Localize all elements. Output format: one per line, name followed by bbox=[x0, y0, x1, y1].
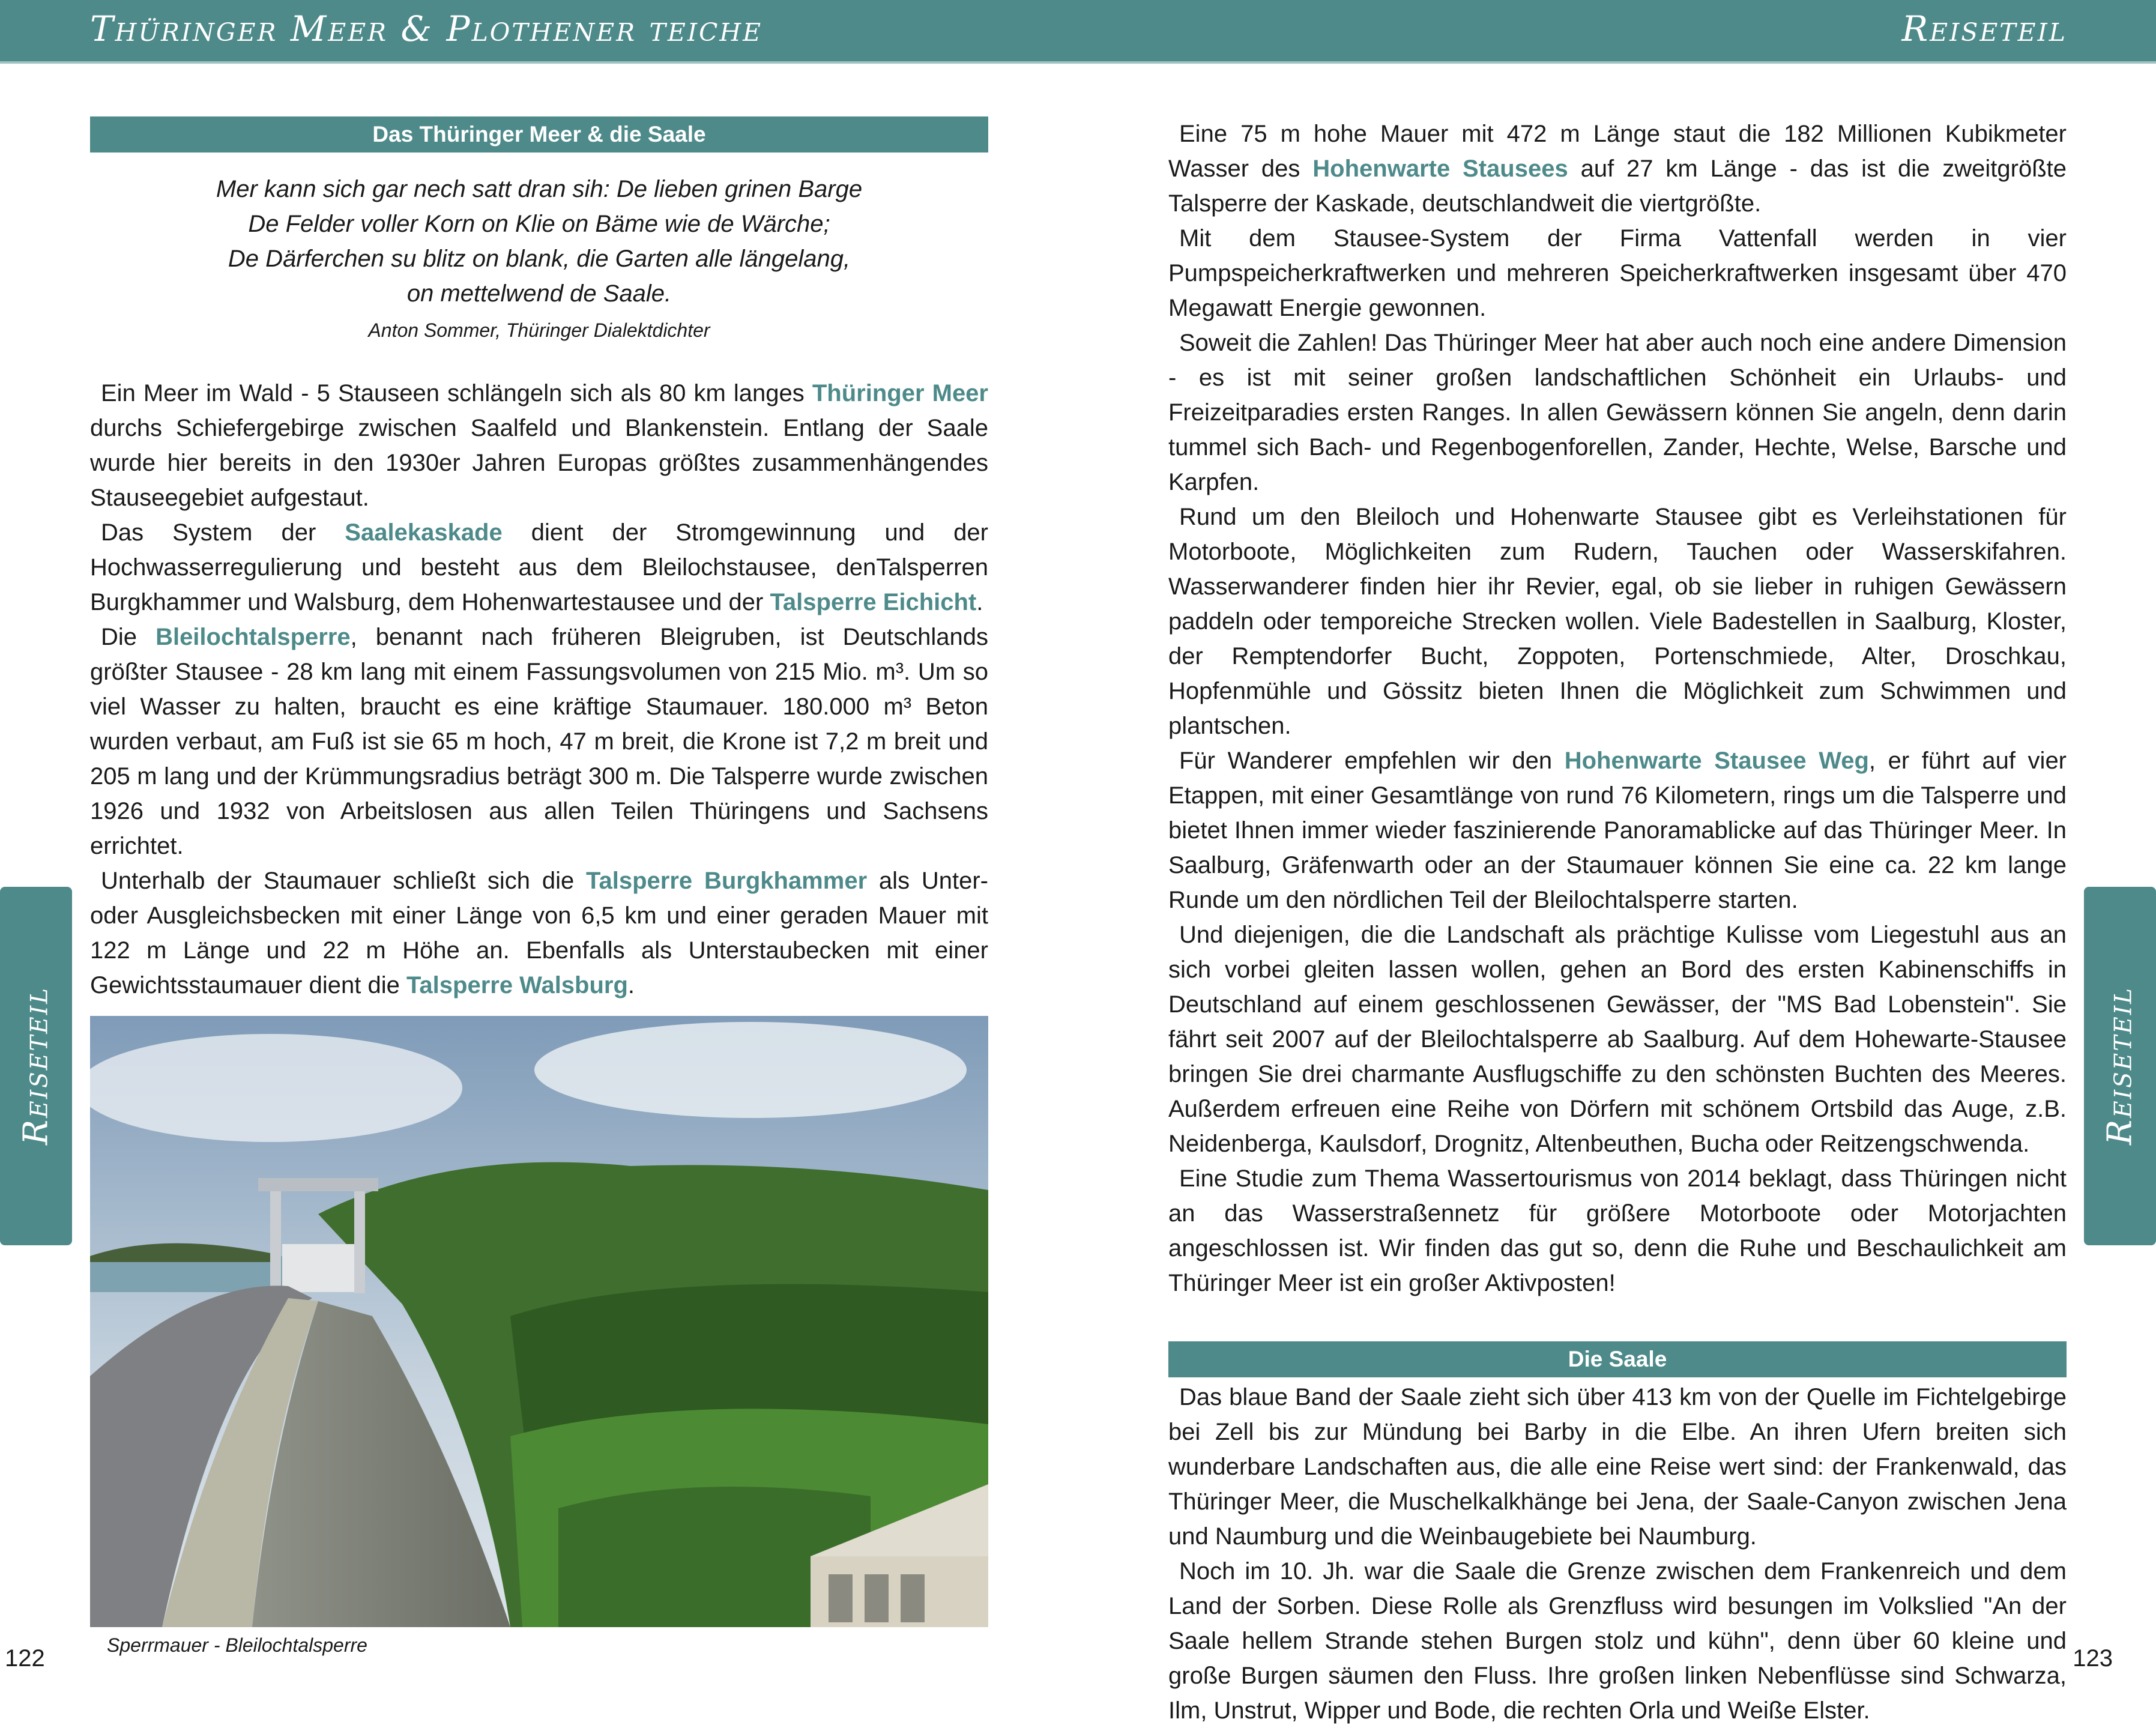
side-tab-left bbox=[0, 887, 72, 1245]
header-rule bbox=[0, 61, 2156, 64]
highlight-term: Thüringer Meer bbox=[812, 380, 988, 406]
side-tab-right-label: Reiseteil bbox=[2100, 986, 2140, 1146]
running-head-right: Reiseteil bbox=[1901, 8, 2067, 49]
poem-author: Anton Sommer, Thüringer Dialektdichter bbox=[368, 319, 710, 341]
paragraph: Ein Meer im Wald - 5 Stauseen schlängeln sich als 80 km langes Thüringer Meer durchs Schiefergebirge zwischen Saalfeld und Blankenstein. Entlang der Saale wurde hier bereits in den 1930er Jahren Europas größtes zusammenhängendes Stauseegebiet aufgestaut. bbox=[90, 380, 988, 511]
poem-line: De Felder voller Korn on Klie on Bäme wie de Wärche; bbox=[248, 211, 830, 237]
poem-line: Mer kann sich gar nech satt dran sih: De lieben grinen Barge bbox=[216, 176, 863, 202]
highlight-term: Hohenwarte Stausee Weg bbox=[1564, 748, 1869, 774]
left-body-text bbox=[90, 376, 988, 1003]
section-die-saale bbox=[1168, 1341, 2067, 1728]
highlight-term: Hohenwarte Stausees bbox=[1312, 156, 1568, 182]
highlight-term: Talsperre Eichicht bbox=[770, 589, 977, 615]
highlight-term: Saalekaskade bbox=[345, 519, 503, 546]
right-page-column bbox=[1168, 116, 2067, 1728]
right-body-text bbox=[1168, 116, 2067, 1301]
highlight-term: Talsperre Walsburg bbox=[406, 972, 628, 998]
paragraph: Für Wanderer empfehlen wir den Hohenwarte Stausee Weg, er führt auf vier Etappen, mit einer Gesamtlänge von rund 76 Kilometern, rings um die Talsperre und bietet Ihnen immer wieder faszinierende Panoramablicke auf das Thüringer Meer. In Saalburg, Gräfenwarth oder an der Staumauer können Sie eine ca. 22 km lange Runde um den nördlichen Teil der Bleilochtalsperre starten. bbox=[1168, 748, 2067, 913]
highlight-term: Talsperre Burgkhammer bbox=[586, 868, 868, 894]
side-tab-right bbox=[2084, 887, 2156, 1245]
paragraph: Eine Studie zum Thema Wassertourismus von 2014 beklagt, dass Thüringen nicht an das Wasserstraßennetz für größere Motorboote oder Motorjachten angeschlossen ist. Wir finden das gut so, denn die Ruhe und Beschaulichkeit am Thüringer Meer ist ein großer Aktivposten! bbox=[1168, 1165, 2067, 1296]
paragraph: Das System der Saalekaskade dient der Stromgewinnung und der Hochwasserregulierung und besteht aus dem Bleilochstausee, denTalsperren Burgkhammer und Walsburg, dem Hohenwartestausee und der Talsperre Eichicht. bbox=[90, 519, 988, 615]
paragraph: Rund um den Bleiloch und Hohenwarte Stausee gibt es Verleihstationen für Motorboote, Möglichkeiten zum Rudern, Tauchen oder Wasserskifahren. Wasserwanderer finden hier ihr Revier, egal, ob sie lieber in ruhigen Gewässern paddeln oder temporeiche Strecken wollen. Viele Badestellen in Saalburg, Kloster, der Remptendorfer Bucht, Zoppoten, Portenschmiede, Alter, Droschkau, Hopfenmühle und Gössitz bieten Ihnen die Möglichkeit zum Schwimmen und plantschen. bbox=[1168, 504, 2067, 739]
paragraph: Die Bleilochtalsperre, benannt nach früheren Bleigruben, ist Deutschlands größter Stausee - 28 km lang mit einem Fassungsvolumen von 215 Mio. m³. Um so viel Wasser zu halten, braucht es eine kräftige Staumauer. 180.000 m³ Beton wurden verbaut, am Fuß ist sie 65 m hoch, 47 m breit, die Krone ist 7,2 m breit und 205 m lang und der Krümmungsradius beträgt 300 m. Die Talsperre wurde zwischen 1926 und 1932 von Arbeitslosen aus allen Teilen Thüringens und Sachsens errichtet. bbox=[90, 624, 988, 859]
left-page-column bbox=[90, 116, 988, 1657]
paragraph: Mit dem Stausee-System der Firma Vattenfall werden in vier Pumpspeicherkraftwerken und mehreren Speicherkraftwerken insgesamt über 470 Megawatt Energie gewonnen. bbox=[1168, 225, 2067, 321]
paragraph: Das blaue Band der Saale zieht sich über 413 km von der Quelle im Fichtelgebirge bei Zell bis zur Mündung bei Barby in die Elbe. An ihren Ufern breiten sich wunderbare Landschaften aus, die alle eine Reise wert sind: der Frankenwald, das Thüringer Meer, die Muschelkalkhänge bei Jena, der Saale-Canyon zwischen Jena und Naumburg und die Weinbaugebiete bei Naumburg. bbox=[1168, 1384, 2067, 1550]
poem bbox=[90, 172, 988, 311]
running-head-left: Thüringer Meer & Plothener teiche bbox=[90, 8, 763, 49]
paragraph: Und diejenigen, die die Landschaft als prächtige Kulisse vom Liegestuhl aus an sich vorbei gleiten lassen wollen, gehen an Bord des ersten Kabinenschiffs in Deutschland auf einem geschlossenen Gewässer, der "MS Bad Lobenstein". Sie fährt seit 2007 auf der Bleilochtalsperre ab Saalburg. Auf dem Hohewarte-Stausee bringen Sie drei charmante Ausflugschiffe zu den schönsten Buchten des Meeres. Außerdem erfreuen eine Reihe von Dörfern mit schönem Ortsbild das Auge, z.B. Neidenberga, Kaulsdorf, Drognitz, Altenbeuthen, Bucha oder Reitzengschwenda. bbox=[1168, 922, 2067, 1157]
paragraph: Soweit die Zahlen! Das Thüringer Meer hat aber auch noch eine andere Dimension - es ist mit seiner großen landschaftlichen Schönheit ein Urlaubs- und Freizeitparadies ersten Ranges. In allen Gewässern können Sie angeln, denn darin tummel sich Bach- und Regenbogenforellen, Zander, Hechte, Welse, Barsche und Karpfen. bbox=[1168, 330, 2067, 495]
saale-body-text bbox=[1168, 1380, 2067, 1728]
paragraph: Noch im 10. Jh. war die Saale die Grenze zwischen dem Frankenreich und dem Land der Sorben. Diese Rolle als Grenzfluss wird besungen im Volkslied "An der Saale hellem Strande stehen Burgen stolz und kühn", denn über 60 kleine und große Burgen säumen den Fluss. Ihre großen linken Nebenflüsse sind Schwarza, Ilm, Unstrut, Wipper und Bode, die rechten Orla und Weiße Elster. bbox=[1168, 1558, 2067, 1724]
section-title-die-saale: Die Saale bbox=[1168, 1341, 2067, 1377]
paragraph: Unterhalb der Staumauer schließt sich die Talsperre Burgkhammer als Unter- oder Ausgleichsbecken mit einer Länge von 6,5 km und einer geraden Mauer mit 122 m Länge und 22 m Höhe an. Ebenfalls als Unterstaubecken mit einer Gewichtsstaumauer dient die Talsperre Walsburg. bbox=[90, 868, 988, 998]
photo-caption: Sperrmauer - Bleilochtalsperre bbox=[107, 1634, 367, 1656]
poem-line: on mettelwend de Saale. bbox=[406, 280, 672, 307]
page-number-right: 123 bbox=[2073, 1645, 2113, 1672]
paragraph: Eine 75 m hohe Mauer mit 472 m Länge staut die 182 Millionen Kubikmeter Wasser des Hohenwarte Stausees auf 27 km Länge - das ist die zweitgrößte Talsperre der Kaskade, deutschlandweit die viertgrößte. bbox=[1168, 121, 2067, 217]
dam-photo bbox=[90, 1016, 988, 1627]
section-title-thueringer-meer: Das Thüringer Meer & die Saale bbox=[90, 116, 988, 153]
page-number-left: 122 bbox=[5, 1645, 45, 1672]
dam-photo-illustration bbox=[90, 1016, 988, 1627]
highlight-term: Bleilochtalsperre bbox=[156, 624, 351, 650]
poem-line: De Därferchen su blitz on blank, die Garten alle längelang, bbox=[228, 246, 851, 272]
side-tab-left-label: Reiseteil bbox=[16, 986, 56, 1146]
